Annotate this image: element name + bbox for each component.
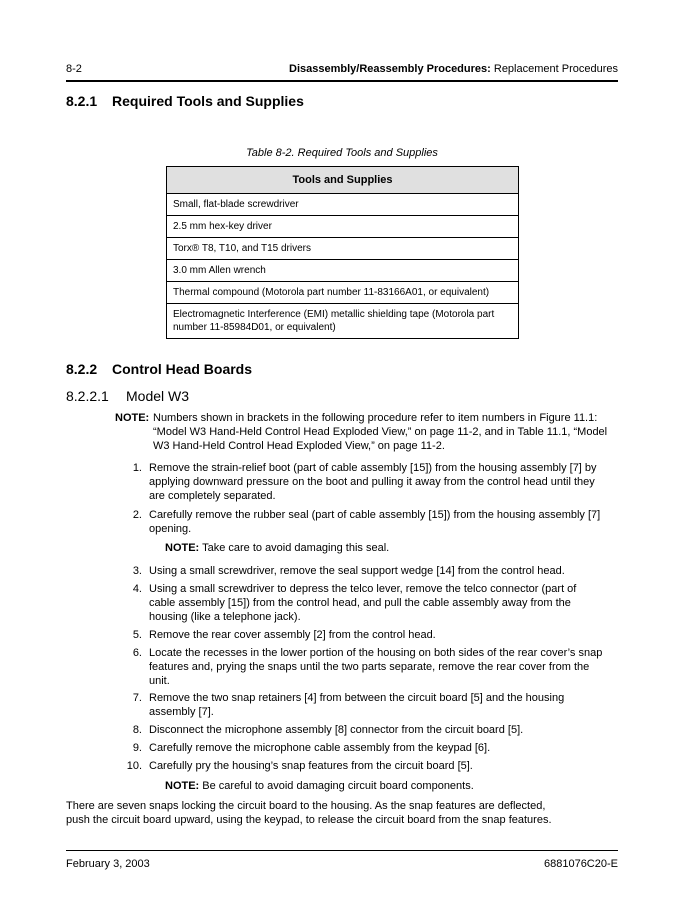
step-number: 10.	[126, 760, 142, 772]
subsection-number: 8.2.2.1	[66, 388, 109, 404]
step-line: Using a small screwdriver, remove the seal support wedge [14] from the control head.	[149, 565, 565, 577]
step-number: 5.	[132, 629, 142, 641]
inline-note-text: Take care to avoid damaging this seal.	[199, 542, 390, 554]
table-cell: Torx® T8, T10, and T15 drivers	[167, 238, 519, 260]
tools-table	[166, 166, 519, 339]
closing-paragraph	[66, 799, 626, 827]
running-header-bold: Disassembly/Reassembly Procedures:	[289, 63, 491, 75]
running-header-rest: Replacement Procedures	[490, 63, 618, 75]
step-line: Carefully remove the microphone cable assembly from the keypad [6].	[149, 742, 491, 754]
table-cell: Small, flat-blade screwdriver	[167, 194, 519, 216]
table-cell: 2.5 mm hex-key driver	[167, 216, 519, 238]
section-title: Required Tools and Supplies	[112, 93, 304, 109]
table-cell: 3.0 mm Allen wrench	[167, 260, 519, 282]
table-row	[167, 238, 519, 260]
step-line: unit.	[149, 675, 170, 687]
table-header: Tools and Supplies	[167, 167, 519, 194]
inline-note-label: NOTE:	[165, 780, 200, 792]
step-line: Remove the rear cover assembly [2] from the control head.	[149, 629, 436, 641]
section-heading-822	[66, 361, 252, 377]
note-line: “Model W3 Hand-Held Control Head Exploded View,” on page 11-2, and in Table 11.1, “Model	[153, 426, 608, 438]
step-number: 7.	[132, 692, 142, 704]
step-line: are completely separated.	[149, 490, 276, 502]
step-line: opening.	[149, 523, 192, 535]
step-number: 6.	[132, 647, 142, 659]
table-row	[167, 260, 519, 282]
step-line: features and, prying the snaps until the two parts separate, remove the rear cover from the	[149, 661, 590, 673]
section-title: Control Head Boards	[112, 361, 253, 377]
footer-date: February 3, 2003	[66, 858, 150, 870]
table-row	[167, 304, 519, 339]
paragraph-line: There are seven snaps locking the circuit board to the housing. As the snap features are deflected,	[66, 800, 546, 812]
step-number: 3.	[132, 565, 142, 577]
section-number: 8.2.1	[66, 93, 98, 109]
step-number: 4.	[132, 583, 142, 595]
section-heading-821	[66, 93, 304, 109]
subsection-heading-8221	[66, 388, 189, 404]
paragraph-line: push the circuit board upward, using the keypad, to release the circuit board from the snap features.	[66, 814, 552, 826]
note-line: W3 Hand-Held Control Head Exploded View,” on page 11-2.	[153, 440, 445, 452]
inline-note-text: Be careful to avoid damaging circuit board components.	[199, 780, 474, 792]
inline-note-label: NOTE:	[165, 542, 200, 554]
step-line: Using a small screwdriver to depress the telco lever, remove the telco connector (part of	[149, 583, 577, 595]
inline-note	[165, 542, 389, 554]
step-number: 1.	[132, 462, 142, 474]
note-text	[153, 411, 623, 453]
step-line: housing (like a telephone jack).	[149, 611, 301, 623]
step-line: Remove the strain-relief boot (part of cable assembly [15]) from the housing assembly [7] by	[149, 462, 597, 474]
footer-doc-number: 6881076C20-E	[543, 858, 618, 870]
step-line: Disconnect the microphone assembly [8] connector from the circuit board [5].	[149, 724, 524, 736]
table-row	[167, 216, 519, 238]
step-line: Remove the two snap retainers [4] from between the circuit board [5] and the housing	[149, 692, 565, 704]
step-line: applying downward pressure on the boot and pulling it away from the control head until they	[149, 476, 595, 488]
step-number: 2.	[132, 509, 142, 521]
note-label: NOTE:	[115, 412, 150, 424]
table-cell: Thermal compound (Motorola part number 11-83166A01, or equivalent)	[167, 282, 519, 304]
step-number: 9.	[132, 742, 142, 754]
section-number: 8.2.2	[66, 361, 98, 377]
step-line: Carefully pry the housing’s snap features from the circuit board [5].	[149, 760, 473, 772]
page-number: 8-2	[66, 63, 82, 75]
header-rule	[66, 80, 618, 82]
table-cell: Electromagnetic Interference (EMI) metallic shielding tape (Motorola part number 11-85984D01, or equivalent)	[167, 304, 519, 339]
step-line: assembly [7].	[149, 706, 214, 718]
table-caption: Table 8-2. Required Tools and Supplies	[246, 147, 438, 159]
step-line: Locate the recesses in the lower portion of the housing on both sides of the rear cover’s snap	[149, 647, 603, 659]
step-number: 8.	[132, 724, 142, 736]
inline-note	[165, 780, 474, 792]
subsection-title: Model W3	[126, 388, 190, 404]
note-line: Numbers shown in brackets in the following procedure refer to item numbers in Figure 11.1:	[153, 412, 598, 424]
running-header	[289, 63, 618, 75]
table-row	[167, 282, 519, 304]
step-line: cable assembly [15]) from the control head, and pull the cable assembly away from the	[149, 597, 571, 609]
table-row	[167, 194, 519, 216]
step-line: Carefully remove the rubber seal (part of cable assembly [15]) from the housing assembly [7]	[149, 509, 601, 521]
footer-rule	[66, 850, 618, 851]
